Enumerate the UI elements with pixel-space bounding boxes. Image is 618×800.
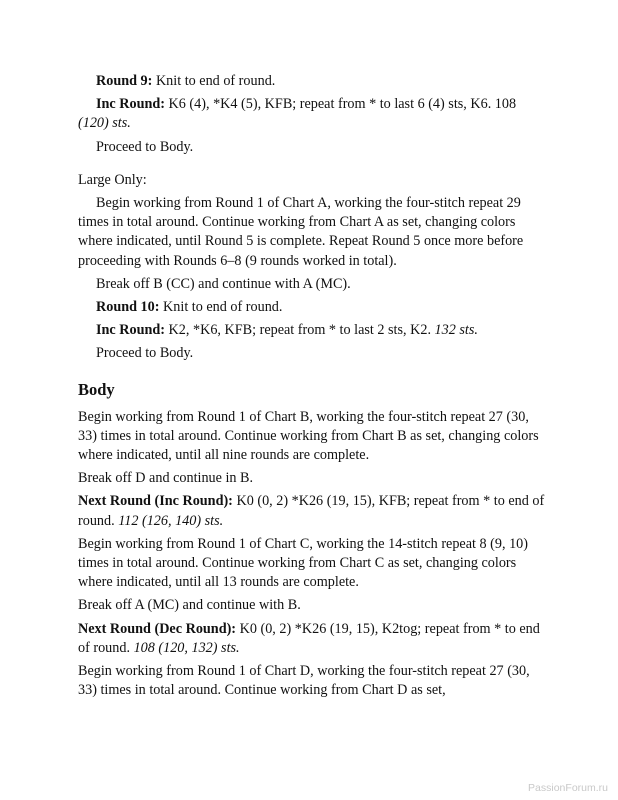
round10-text: Knit to end of round. [159,299,283,316]
proceed-to-body-2: Proceed to Body. [96,345,194,362]
large-only-heading: Large Only: [78,171,147,188]
inc-round-label-1: Inc Round: [96,96,165,113]
body-paragraph-chart-d: Begin working from Round 1 of Chart D, working the four-stitch repeat 27 (30, 33) times in total around. Continue working from Chart D as set, [78,663,530,699]
inc-round-count-1: (120) sts. [78,115,131,132]
inc-round-label-2: Inc Round: [96,322,165,339]
inc-round-paragraph-2 [78,321,548,340]
next-dec-round-label: Next Round (Dec Round): [78,620,237,637]
inc-round-text-2: K2, *K6, KFB; repeat from * to last 2 sts, K2. [165,322,435,339]
next-inc-round-count: 112 (126, 140) sts. [118,512,224,529]
body-paragraph-break-a: Break off A (MC) and continue with B. [78,597,301,614]
round10-paragraph [78,298,548,317]
body-paragraph-chart-b: Begin working from Round 1 of Chart B, working the four-stitch repeat 27 (30, 33) times in total around. Continue working from Chart B as set, changing colors where indicated, until all nine rounds are complete. [78,408,539,464]
round9-paragraph [78,72,548,91]
round10-label: Round 10: [96,299,160,316]
inc-round-paragraph-1 [78,95,548,133]
round9-text: Knit to end of round. [152,73,276,89]
inc-round-count-2: 132 sts. [434,322,478,339]
document-page [78,72,548,700]
large-begin-paragraph: Begin working from Round 1 of Chart A, working the four-stitch repeat 29 times in total around. Continue working from Chart A as set, changing colors where indicated, until Round 5 is complete. Repeat Round 5 once more before proceeding with Rounds 6–8 (9 rounds worked in total). [78,195,524,269]
next-dec-round-count: 108 (120, 132) sts. [133,639,240,656]
body-paragraph-chart-c: Begin working from Round 1 of Chart C, working the 14-stitch repeat 8 (9, 10) times in total around. Continue working from Chart C as set, changing colors where indicated, until all 13 rounds are complete. [78,535,528,591]
inc-round-text-1: K6 (4), *K4 (5), KFB; repeat from * to last 6 (4) sts, K6. 108 [165,96,517,113]
body-section-title: Body [78,379,115,399]
body-paragraph-break-d: Break off D and continue in B. [78,470,254,487]
round9-label: Round 9: [96,73,153,89]
large-break-paragraph: Break off B (CC) and continue with A (MC). [96,275,351,292]
next-inc-round-label: Next Round (Inc Round): [78,493,233,510]
next-inc-round-paragraph [78,492,548,530]
next-inc-round-text: K0 (0, 2) *K26 (19, 15), KFB; repeat from * to end of round. [78,493,545,529]
next-dec-round-paragraph [78,620,548,658]
watermark: PassionForum.ru [528,782,608,794]
proceed-to-body-1: Proceed to Body. [96,138,194,155]
next-dec-round-text: K0 (0, 2) *K26 (19, 15), K2tog; repeat from * to end of round. [78,620,540,656]
